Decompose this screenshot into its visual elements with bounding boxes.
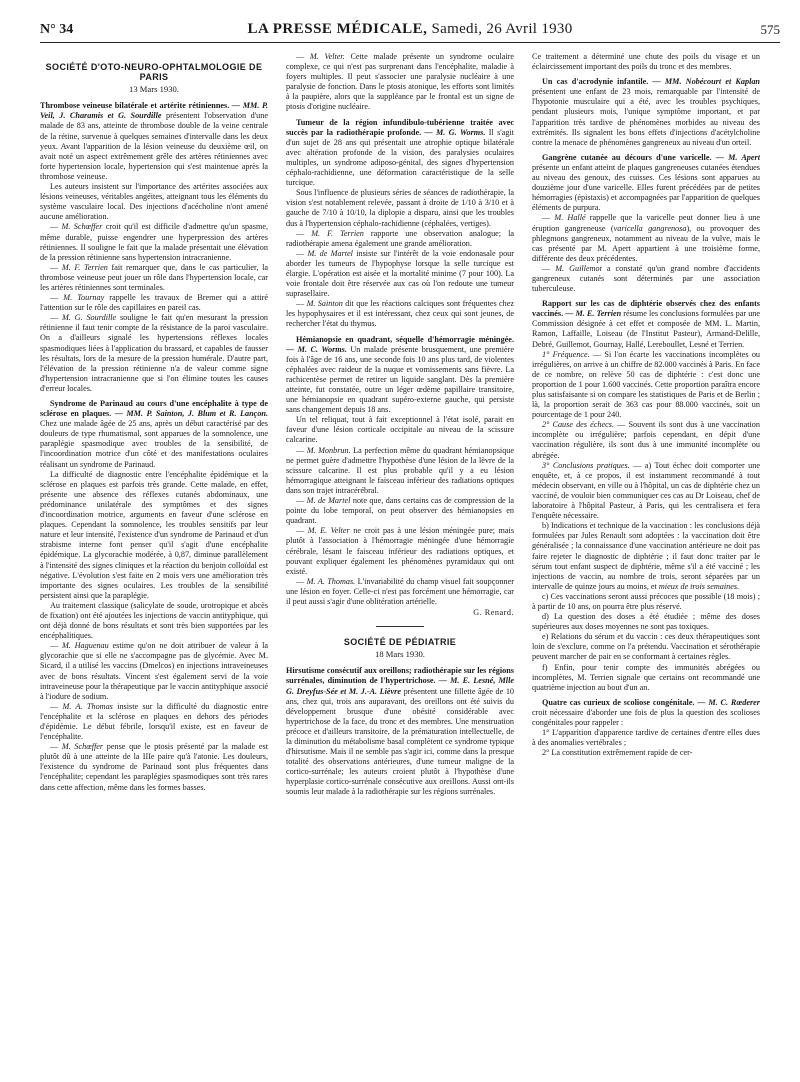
article-parinaud — [40, 399, 268, 470]
paragraph: d) La question des doses a été étudiée ; même des doses supérieures aux doses moyennes ne sont pas toxiques. — [532, 612, 760, 632]
article-thrombose — [40, 101, 268, 182]
article-authors: — M. C. Worms. — [286, 344, 347, 354]
article-diphterie — [532, 299, 760, 349]
speaker-name: M. Hallé — [554, 213, 586, 223]
paragraph: présentent une enfant de 23 mois, remarquable par l'intensité de l'hypotonie musculaire qui a été, avec les troubles psychiques, pendant plusieurs mois, l'unique symptôme important, et par l'apparition très tardive de phénomènes morbides au niveau des extrémités. Ils signalent les bons effets d'injections d'acétylcholine contre la menace de phénomènes gangreneux au niveau d'un orteil. — [532, 87, 760, 147]
article-title: Gangrène cutanée au décours d'une varicelle. — [542, 152, 712, 162]
article-authors: — M. Apert — [715, 152, 760, 162]
discussion: — M. Schœffer croit qu'il est difficile d'admettre qu'un spasme, même durable, puisse engendrer une hyperpression des artères rétiniennes. Il souligne le fait que la malade présentait une élévation de la pression rétinienne sans hypertension intracranienne. — [40, 222, 268, 262]
paragraph: estime qu'on ne doit attribuer de valeur à la glycorachie que si elle ne s'accompagne pas de glycémie. Avec M. Sicard, il a utilisé les vaccins (Dmelcos) en injections intraveineuses avec de bons résultats. Vincent s'est également servi de la voie intraveineuse pour la thérapeutique par le vaccin antityphique associé à l'iodure de sodium. — [40, 641, 268, 701]
paragraph: 3° Conclusions pratiques. — a) Tout échec doit comporter une enquête, et, à ce propos, il est instamment recommandé à tout médecin observant, en ville ou à l'hôpital, un cas de diphtérie chez un vacciné, de vouloir bien communiquer ces cas au Dr Loiseau, chef de laboratoire à l'hôpital Pasteur, à Paris, qui les centralisera et fera l'enquête nécessaire. — [532, 460, 760, 521]
paragraph: pense que le ptosis présenté par la malade est plutôt dû à une atteinte de la IIIe paire qu'à l'atonie. Les douleurs, l'existence du syndrome de Parinaud sont plus fréquentes dans l'encéphalite; cependant les paraplégies spasmodiques sont très rares dans cette affection, même dans les formes basses. — [40, 742, 268, 792]
paragraph: Il s'agit d'un sujet de 28 ans qui présentait une atrophie optique bilatérale avec altération profonde de la vision, des paralysies oculaires multiples, un syndrome adiposo-génital, des signes d'hypertension céphalo-rachidienne, une déformation caractéristique de la selle turcique. — [286, 127, 514, 188]
paragraph: Chez une malade âgée de 25 ans, après un début caractérisé par des douleurs de type rhumatismal, sont apparues de la somnolence, une paraplégie spasmodique avec troubles de la sensibilité, de l'incoordination motrice d'un côté et des manifestations oculaires réalisant un syndrome de Parinaud. — [40, 419, 268, 469]
latin-term: varicella gangrenosa — [613, 223, 687, 233]
section-divider — [376, 626, 424, 627]
subsection-label: 1° Fréquence. — [542, 349, 590, 359]
list-item: 1° L'apparition d'apparence tardive de certaines d'entre elles dues à des anomalies vertébrales ; — [532, 728, 760, 748]
paragraph: La perfection même du quadrant hémianopsique ne permet guère d'admettre l'hypothèse d'une lésion de la lèvre de la scissure calcarine. Il est plus probable qu'il y a eu lésion hémorragique atteignant le faisceau inférieur des radiations optiques dans son trajet intracérébral. — [286, 445, 514, 495]
article-authors: — M. E. Terrien — [565, 309, 622, 319]
paragraph: souligne le fait qu'en mesurant la pression rétinienne il faut tenir compte de la résistance de la paroi vasculaire. On a d'ailleurs signalé les hypertensions réflexes locales spasmodiques liées à l'application du brassard, et capables de fausser les résultats, lors de la mesure de la pression humérale. D'autre part, l'élévation de la pression rétinienne n'a de valeur comme signe d'hypertension intracranienne que si l'on élimine toutes les causes d'erreur locales. — [40, 313, 268, 393]
paragraph: 1° Fréquence. — Si l'on écarte les vaccinations incomplètes ou irrégulières, on arrive à un chiffre de 82.000 vaccinés à Paris. En face de ce nombre, on relève 50 cas de diphtérie : c'est donc une proportion de 1 pour 1.600 vaccinés. Cette proportion paraîtra encore plus satisfaisante si on compare les statistiques de Paris et de Berlin ; là, la proportion serait de 363 cas pour 88.000 vaccinés, soit un pourcentage de 1 pour 240. — [532, 349, 760, 420]
paragraph: ne croit pas à une lésion méningée pure; mais plutôt à l'association à l'hémorragie méningée d'une hémorragie cérébrale, lésant le faisceau inférieur des radiations optiques, et pouvant expliquer également les phénomènes pyramidaux qui ont existé. — [286, 526, 514, 576]
paragraph: rappelle les travaux de Bremer qui a attiré l'attention sur le rôle des capillaires en pareil cas. — [40, 293, 268, 313]
speaker-name: M. A. Thomas. — [306, 576, 356, 586]
paragraph: Ce traitement a déterminé une chute des poils du visage et un éclaircissement important des poils du tronc et des membres. — [532, 52, 760, 72]
paragraph: Un tel reliquat, tout à fait exceptionnel à l'état isolé, parait en faveur d'une lésion corticale occipitale au niveau de la scissure calcarine. — [286, 415, 514, 445]
article-hirsutisme — [286, 666, 514, 797]
article-title: Hémianopsie en quadrant, séquelle d'hémorragie méningée. — [296, 334, 514, 344]
discussion: — M. A. Thomas insiste sur la difficulté du diagnostic entre l'encéphalite et la sclérose en plaques en dehors des périodes d'épidémie. Le début fébrile, lorsqu'il existe, est en faveur de l'encéphalite. — [40, 701, 268, 742]
discussion: — M. Haguenau estime qu'on ne doit attribuer de valeur à la glycorachie que si elle ne s'accompagne pas de glycémie. Avec M. Sicard, il a utilisé les vaccins (Dmelcos) en injections intraveineuses avec de bons résultats. Vincent s'est également servi de la voie intraveineuse pour la thérapeutique par le vaccin antityphique associé à l'iodure de sodium. — [40, 641, 268, 701]
article-authors: — M. E. Lesné, Mlle G. Dreyfus-Sée et M. J.-A. Lièvre — [286, 676, 514, 696]
paragraph: Cette malade présente un syndrome oculaire complexe, ce qui n'est pas surprenant dans l'encéphalite, maladie à foyers multiples. Il peut s'associer une paralysie nucléaire à une paralysie de fonction. Dans le ptosis atonique, les efforts sont limités à la paupière, alors que la suppléance par le frontal est un signe de ptosis d'origine nucléaire. — [286, 52, 514, 112]
discussion: — M. Sainton dit que les réactions calciques sont fréquentes chez les hypophysaires et il est intéressant, chez ceux qui sont jeunes, de rechercher l'état du thymus. — [286, 299, 514, 329]
paragraph: a constaté qu'un grand nombre d'accidents gangreneux cutanés sont déterminés par une association tuberculeuse. — [532, 263, 760, 294]
speaker-name: M. Guillemot — [555, 263, 602, 273]
column-1 — [40, 52, 268, 1072]
issue-number: N° 34 — [40, 22, 74, 37]
article-scoliose — [532, 698, 760, 728]
article-authors: — M. G. Worms. — [424, 127, 486, 137]
article-tumeur — [286, 118, 514, 189]
article-authors: — M. C. Rœderer — [697, 697, 760, 707]
speaker-name: M. de Martel — [306, 496, 351, 506]
article-title: Thrombose veineuse bilatérale et artérite rétiniennes. — [40, 101, 230, 111]
paragraph: f) Enfin, pour tenir compte des immunités abrégées ou incomplètes, M. Terrien signale que certains ont recommandé une quatrième injection au bout d'un an. — [532, 662, 760, 692]
paragraph: e) Relations du sérum et du vaccin : ces deux thérapeutiques sont loin de s'exclure, comme on l'a prétendu. Vaccination et sérothérapie peuvent marcher de pair en se conformant à certaines règles. — [532, 632, 760, 662]
speaker-name: M. A. Thomas — [62, 701, 113, 711]
list-item: 2° La constitution extrêmement rapide de cer- — [542, 748, 693, 758]
paragraph: c) Ces vaccinations seront aussi précoces que possible (18 mois) ; à partir de 10 ans, on pourra être plus réservé. — [532, 591, 760, 611]
article-authors: — MM. P. Veil, J. Charamis et G. Sourdille — [40, 101, 268, 121]
paragraph: dit que les réactions calciques sont fréquentes chez les hypophysaires et il est intéressant, chez ceux qui sont jeunes, de rechercher l'état du thymus. — [286, 299, 514, 329]
paragraph: b) Indications et technique de la vaccination : les conclusions déjà formulées par Jules Renault sont adoptées : la vaccination doit être généralisée ; la connaissance d'une vaccination antérieure ne doit pas faire rejeter le diagnostic de diphtérie ; il faut donc traiter par le sérum tout enfant suspect de diphtérie, même s'il a été vacciné ; les injections de vaccin, au nombre de trois, seront séparées par un intervalle de quinze jours au moins, et mieux de trois semaines. — [532, 521, 760, 591]
article-title: Un cas d'acrodynie infantile. — [542, 77, 649, 87]
journal-name: LA PRESSE MÉDICALE, — [247, 21, 428, 37]
speaker-name: M. G. Sourdille — [62, 313, 117, 323]
speaker-name: M. E. Velter — [307, 526, 350, 536]
discussion: — M. Hallé rappelle que la varicelle peut donner lieu à une éruption gangreneuse (varicella gangrenosa), ou provoquer des phlegmons gangreneux, notamment au niveau de la vulve, mais le cas présenté par M. Apert appartient à une troisième forme, différente des deux précédentes. — [532, 213, 760, 263]
paragraph: fait remarquer que, dans le cas particulier, la thrombose veineuse peut jouer un rôle dans l'hypertension locale, car les artères rétiniennes sont terminales. — [40, 262, 268, 292]
article-hemianopsie — [286, 335, 514, 416]
signature — [286, 608, 514, 618]
article-authors: — MM. P. Sainton, J. Blum et R. Lançon. — [114, 409, 268, 419]
speaker-name: M. Monbrun. — [306, 445, 351, 455]
article-authors: — MM. Nobécourt et Kaplan — [652, 77, 760, 87]
discussion: — M. Velter. Cette malade présente un syndrome oculaire complexe, ce qui n'est pas surprenant dans l'encéphalite, maladie à foyers multiples. Il peut s'associer une paralysie nucléaire à une paralysie de fonction. Dans le ptosis atonique, les efforts sont limités à la paupière, alors que la suppléance par le frontal est un signe de ptosis d'origine nucléaire. — [286, 52, 514, 112]
paragraph: insiste sur l'intérêt de la voie endonasale pour aborder les tumeurs de l'hypophyse lorsque la selle turcique est élargie. L'opération est aisée et la mortalité minime (7 pour 100). La voie frontale doit être réservée aux cas où l'on redoute une tumeur suprasellaire. — [286, 248, 514, 299]
paragraph: Un malade présente brusquement, une première fois à l'âge de 16 ans, une seconde fois 10 ans plus tard, de violentes céphalées avec raideur de la nuque et vomissements sans fièvre. La rachicentèse permet de retirer un liquide sanglant. Dès la première atteinte, fut constatée, outre un léger œdème papillaire transitoire, une hémianopsie en quadrant supéro-externe gauche, qui persiste sans changement depuis 18 ans. — [286, 344, 514, 415]
speaker-name: M. F. Terrien — [311, 228, 364, 238]
speaker-name: M. Haguenau — [61, 641, 109, 651]
paragraph: La difficulté de diagnostic entre l'encéphalite épidémique et la sclérose en plaques est parfois très grande. Cette malade, en effet, présente une absence des réflexes cutanés abdominaux, une prédominance unilatérale des symptômes et des signes d'incoordination motrice, arguments en faveur d'une sclérose en plaques. Cependant la somnolence, les troubles sensitifs par leur nature et leur intensité, l'existence d'un syndrome de Parinaud et d'un strabisme interne font penser qu'il s'agit d'une encéphalite épidémique. La glycorachie modérée, à 0,87, diminue parallèlement à l'intensité des signes cliniques et la réaction du benjoin colloïdal est négative. L'évolution s'est faite en 2 mois vers une amélioration très importante des signes oculaires. Les troubles de la sensibilité persistent ainsi que la paraplégie. — [40, 469, 268, 600]
paragraph: résume les conclusions formulées par une Commission désignée à cet effet et composée de MM. L. Martin, Ramon, Laffaille, Loiseau (de l'Institut Pasteur), Armand-Delille, Debré, Guillemot, Gournay, Hallé, Lereboullet, Lesné et Terrien. — [532, 309, 760, 349]
article-title: Quatre cas curieux de scoliose congénitale. — [542, 697, 695, 707]
paragraph: note que, dans certains cas de compression de la pointe du lobe temporal, on peut observer des hémianopsies en quadrant. — [286, 496, 514, 526]
article-title: Hirsutisme consécutif aux oreillons; radiothérapie sur les régions surrénales, diminution de l'hypertrichose. — [286, 666, 514, 686]
paragraph: croit qu'il est difficile d'admettre qu'un spasme, même durable, puisse engendrer une hyperpression des artères rétiniennes. Il souligne le fait que la malade présentait une élévation de la pression rétinienne sans hypertension intracranienne. — [40, 222, 268, 262]
discussion: — M. F. Terrien rapporte une observation analogue; la radiothérapie amena également une grande amélioration. — [286, 228, 514, 248]
article-gangrene — [532, 153, 760, 214]
issue-date: Samedi, 26 Avril 1930 — [431, 21, 573, 37]
paragraph: insiste sur la difficulté du diagnostic entre l'encéphalite et la sclérose en plaques en dehors des périodes d'épidémie. Le début fébrile, lorsqu'il existe, est en faveur de l'encéphalite. — [40, 701, 268, 742]
speaker-name: M. Velter. — [309, 52, 345, 61]
page-number: 575 — [760, 22, 780, 37]
speaker-name: M. de Martel — [307, 248, 353, 258]
column-3 — [532, 52, 760, 1072]
discussion: — M. de Martel insiste sur l'intérêt de la voie endonasale pour aborder les tumeurs de l'hypophyse lorsque la selle turcique est élargie. L'opération est aisée et la mortalité minime (7 pour 100). La voie frontale doit être réservée aux cas où l'on redoute une tumeur suprasellaire. — [286, 248, 514, 299]
session-date: 18 Mars 1930. — [375, 649, 425, 660]
paragraph: croit nécessaire d'aborder une fois de plus la question des scolioses congénitales pour rappeler : — [532, 707, 760, 727]
paragraph: Sous l'influence de plusieurs séries de séances de radiothérapie, la vision s'est notablement relevée, passant à droite de 1/10 à 3/10 et à gauche de 7/10 à 10/10, la diplopie a disparu, ainsi que les troubles dus à l'hypertension céphalo-rachidienne (céphalées, vertiges). — [286, 188, 514, 228]
column-2 — [286, 52, 514, 1072]
paragraph: Au traitement classique (salicylate de soude, urotropique et abcès de fixation) ont été ajoutées les injections de vaccin antityphique, qui ont déjà donné de bons résultats et sont très bien supportées par les encéphalitiques. — [40, 600, 268, 641]
speaker-name: M. Tournay — [63, 293, 105, 303]
society-heading: SOCIÉTÉ D'OTO-NEURO-OPHTALMOLOGIE DE PARIS — [45, 62, 263, 83]
signature-text: G. Renard. — [473, 608, 514, 618]
speaker-name: M. Schœffer — [61, 742, 104, 752]
journal-title — [40, 21, 780, 38]
subsection-label: 2° Cause des échecs. — [542, 420, 614, 430]
paragraph: L'invariabilité du champ visuel fait soupçonner une lésion en foyer. Celle-ci n'est pas forcément une hémorragie, car il peut aussi s'agir d'une oblitération artérielle. — [286, 576, 514, 606]
discussion: — M. Schœffer pense que le ptosis présenté par la malade est plutôt dû à une atteinte de la IIIe paire qu'à l'atonie. Les douleurs, l'existence du syndrome de Parinaud sont plus fréquentes dans l'encéphalite; cependant les paraplégies spasmodiques sont très rares dans cette affection, même dans les formes basses. — [40, 742, 268, 792]
discussion: — M. G. Sourdille souligne le fait qu'en mesurant la pression rétinienne il faut tenir compte de la résistance de la paroi vasculaire. On a d'ailleurs signalé les hypertensions réflexes locales spasmodiques liées à l'application du brassard, et capables de fausser les résultats, lors de la mesure de la pression humérale. D'autre part, l'élévation de la pression rétinienne n'a de valeur comme signe d'hypertension intracranienne que si l'on élimine toutes les causes d'erreur locales. — [40, 313, 268, 393]
discussion: — M. de Martel note que, dans certains cas de compression de la pointe du lobe temporal, on peut observer des hémianopsies en quadrant. — [286, 496, 514, 526]
subsection-label: 3° Conclusions pratiques. — [542, 460, 630, 470]
discussion: — M. F. Terrien fait remarquer que, dans le cas particulier, la thrombose veineuse peut jouer un rôle dans l'hypertension locale, car les artères rétiniennes sont terminales. — [40, 262, 268, 292]
society-heading: SOCIÉTÉ DE PÉDIATRIE — [343, 637, 457, 648]
paragraph: Les auteurs insistent sur l'importance des artérites associées aux lésions veineuses, véritables angéites, atteignant tous les éléments du système vasculaire local. Des injections d'acécholine n'ont amené aucune amélioration. — [40, 182, 268, 222]
paragraph: présente un enfant atteint de plaques gangreneuses cutanées étendues au niveau des genoux, des cuisses. Ces lésions sont apparues au douzième jour d'une varicelle. Elles furent précédées par de petites hémorragies (épistaxis) et accompagnées par l'apparition de quelques éléments de purpura. — [532, 162, 760, 213]
speaker-name: M. Sainton — [306, 299, 343, 309]
paragraph: présentent une fillette âgée de 10 ans, chez qui, trois ans auparavant, des oreillons ont été suivis du développement brusque d'une obésité considérable avec hypertrichose de la face, du tronc et des membres. Une menstruation précoce et d'ailleurs transitoire, de la prématuration intellectuelle, de la diminution du métabolisme basal complètent ce syndrome typique d'hirsutisme. Mais il ne semble pas s'agir ici, comme dans la presque totalité des observations antérieures, d'une tumeur maligne de la cortico-surrénale; les auteurs croient plutôt à l'hypothèse d'une hyperplasie cortico-surrénale consécutive aux oreillons. Aussi ont-ils soumis leur malade à la radiothérapie sur les régions surrénales. — [286, 686, 514, 797]
discussion: — M. A. Thomas. L'invariabilité du champ visuel fait soupçonner une lésion en foyer. Celle-ci n'est pas forcément une hémorragie, car il peut aussi s'agir d'une oblitération artérielle. — [286, 576, 514, 606]
page-header — [40, 20, 780, 43]
session-date: 13 Mars 1930. — [129, 84, 179, 95]
discussion: — M. Guillemot a constaté qu'un grand nombre d'accidents gangreneux cutanés sont déterminés par une association tuberculeuse. — [532, 263, 760, 294]
article-acrodynie — [532, 77, 760, 148]
discussion: — M. Monbrun. La perfection même du quadrant hémianopsique ne permet guère d'admettre l'hypothèse d'une lésion de la lèvre de la scissure calcarine. Il est plus probable qu'il y a eu lésion hémorragique atteignant le faisceau inférieur des radiations optiques dans son trajet intracérébral. — [286, 445, 514, 495]
article-title: Rapport sur les cas de diphtérie observés chez des enfants vaccinés. — [532, 299, 760, 319]
speaker-name: M. Schœffer — [61, 222, 103, 232]
discussion: — M. Tournay rappelle les travaux de Bremer qui a attiré l'attention sur le rôle des capillaires en pareil cas. — [40, 293, 268, 313]
paragraph: 2° Cause des échecs. — Souvent ils sont dus à une vaccination incomplète ou irrégulière; parfois cependant, en dépit d'une vaccination régulière, ils sont dus à une immunité incomplète ou abrégée. — [532, 420, 760, 460]
discussion: — M. E. Velter ne croit pas à une lésion méningée pure; mais plutôt à l'association à l'hémorragie méningée d'une hémorragie cérébrale, lésant le faisceau inférieur des radiations optiques, et pouvant expliquer également les phénomènes pyramidaux qui ont existé. — [286, 526, 514, 576]
article-title: Tumeur de la région infundibulo-tubérienne traitée avec succès par la radiothérapie profonde. — [286, 117, 514, 137]
speaker-name: M. F. Terrien — [61, 262, 108, 272]
paragraph: présentent l'observation d'une malade de 83 ans, atteinte de thrombose double de la veine centrale de la rétine, survenue à quelques semaines d'intervalle dans les deux yeux. Avant l'apparition de la lésion veineuse du deuxième œil, on avait noté un aspect extrêmement grêle des artères rétiniennes avec forte hypertension locale, hypertension qui s'est maintenue après la thrombose veineuse. — [40, 111, 268, 181]
paragraph: rapporte une observation analogue; la radiothérapie amena également une grande amélioration. — [286, 228, 514, 248]
article-title: Syndrome de Parinaud au cours d'une encéphalite à type de sclérose en plaques. — [40, 399, 268, 419]
